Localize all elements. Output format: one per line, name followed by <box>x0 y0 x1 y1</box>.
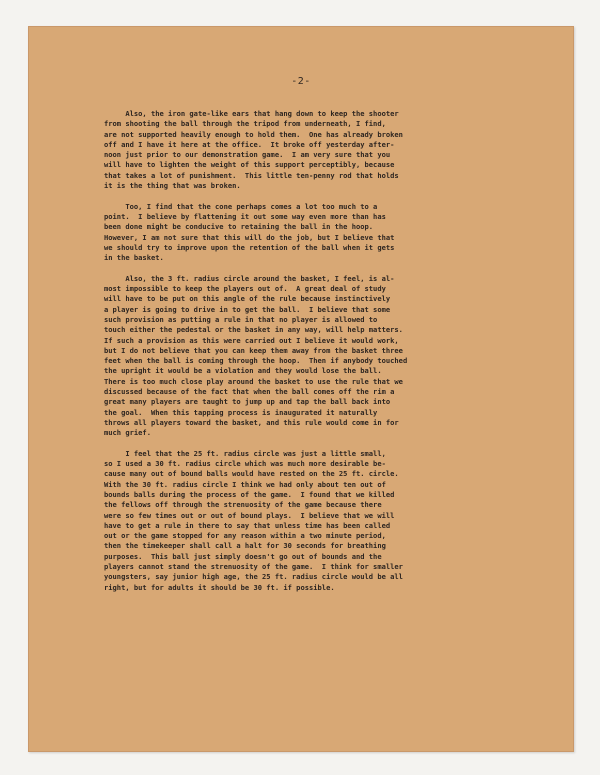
text-line: With the 30 ft. radius circle I think we had only about ten out of <box>104 479 386 489</box>
text-line: the goal. When this tapping process is inaugurated it naturally <box>104 407 378 417</box>
text-line: off and I have it here at the office. It broke off yesterday after- <box>104 139 395 149</box>
text-line: are not supported heavily enough to hold them. One has already broken <box>104 129 403 139</box>
text-line: noon just prior to our demonstration game. I am very sure that you <box>104 150 391 160</box>
text-line: so I used a 30 ft. radius circle which was much more desirable be- <box>104 459 386 469</box>
text-line: then the timekeeper shall call a halt for 30 seconds for breathing <box>104 541 386 551</box>
text-line: players cannot stand the strenuosity of the game. I think for smaller <box>104 562 403 572</box>
text-line: we should try to improve upon the retention of the ball when it gets <box>104 242 395 252</box>
text-line: bounds balls during the process of the game. I found that we killed <box>104 489 395 499</box>
text-line: youngsters, say junior high age, the 25 ft. radius circle would be all <box>104 572 403 582</box>
text-line: it is the thing that was broken. <box>104 181 241 191</box>
text-line: much grief. <box>104 428 151 438</box>
text-line: great many players are taught to jump up and tap the ball back into <box>104 397 391 407</box>
text-line: point. I believe by flattening it out some way even more than has <box>104 211 386 221</box>
text-line: but I do not believe that you can keep them away from the basket three <box>104 345 403 355</box>
text-line: Also, the 3 ft. radius circle around the basket, I feel, is al- <box>104 273 395 283</box>
paragraph-4 <box>104 449 512 593</box>
text-line: There is too much close play around the basket to use the rule that we <box>104 376 403 386</box>
text-line: were so few times out or out of bound plays. I believe that we will <box>104 510 395 520</box>
text-line: such provision as putting a rule in that no player is allowed to <box>104 314 378 324</box>
text-line: I feel that the 25 ft. radius circle was just a little small, <box>104 448 386 458</box>
text-line: right, but for adults it should be 30 ft. if possible. <box>104 582 335 592</box>
typed-letter-page <box>28 26 574 752</box>
text-line: touch either the pedestal or the basket in any way, will help matters. <box>104 325 403 335</box>
text-line: have to get a rule in there to say that unless time has been called <box>104 520 391 530</box>
page-number: -2- <box>291 76 311 87</box>
paragraph-2 <box>104 202 512 264</box>
text-line: the upright it would be a violation and they would lose the ball. <box>104 366 382 376</box>
text-line: will have to be put on this angle of the rule because instinctively <box>104 294 391 304</box>
text-line: been done might be conducive to retaining the ball in the hoop. <box>104 222 374 232</box>
text-line: Also, the iron gate-like ears that hang down to keep the shooter <box>104 109 399 118</box>
text-line: most impossible to keep the players out of. A great deal of study <box>104 284 386 294</box>
text-line: in the basket. <box>104 253 164 263</box>
text-line: feet when the ball is coming through the hoop. Then if anybody touched <box>104 356 408 366</box>
text-line: purposes. This ball just simply doesn't go out of bounds and the <box>104 551 382 561</box>
text-line: from shooting the ball through the tripod from underneath, I find, <box>104 119 386 129</box>
text-line: that takes a lot of punishment. This little ten-penny rod that holds <box>104 170 399 180</box>
letter-body <box>104 109 512 603</box>
text-line: If such a provision as this were carried out I believe it would work, <box>104 335 399 345</box>
paragraph-3 <box>104 274 512 439</box>
paragraph-1 <box>104 109 512 191</box>
text-line: out or the game stopped for any reason within a two minute period, <box>104 531 386 541</box>
text-line: a player is going to drive in to get the ball. I believe that some <box>104 304 391 314</box>
text-line: Too, I find that the cone perhaps comes a lot too much to a <box>104 201 378 211</box>
text-line: will have to lighten the weight of this support perceptibly, because <box>104 160 395 170</box>
text-line: throws all players toward the basket, and this rule would come in for <box>104 417 399 427</box>
text-line: discussed because of the fact that when the ball comes off the rim a <box>104 387 395 397</box>
text-line: the fellows off through the strenuosity of the game because there <box>104 500 382 510</box>
text-line: However, I am not sure that this will do the job, but I believe that <box>104 232 395 242</box>
text-line: cause many out of bound balls would have rested on the 25 ft. circle. <box>104 469 399 479</box>
